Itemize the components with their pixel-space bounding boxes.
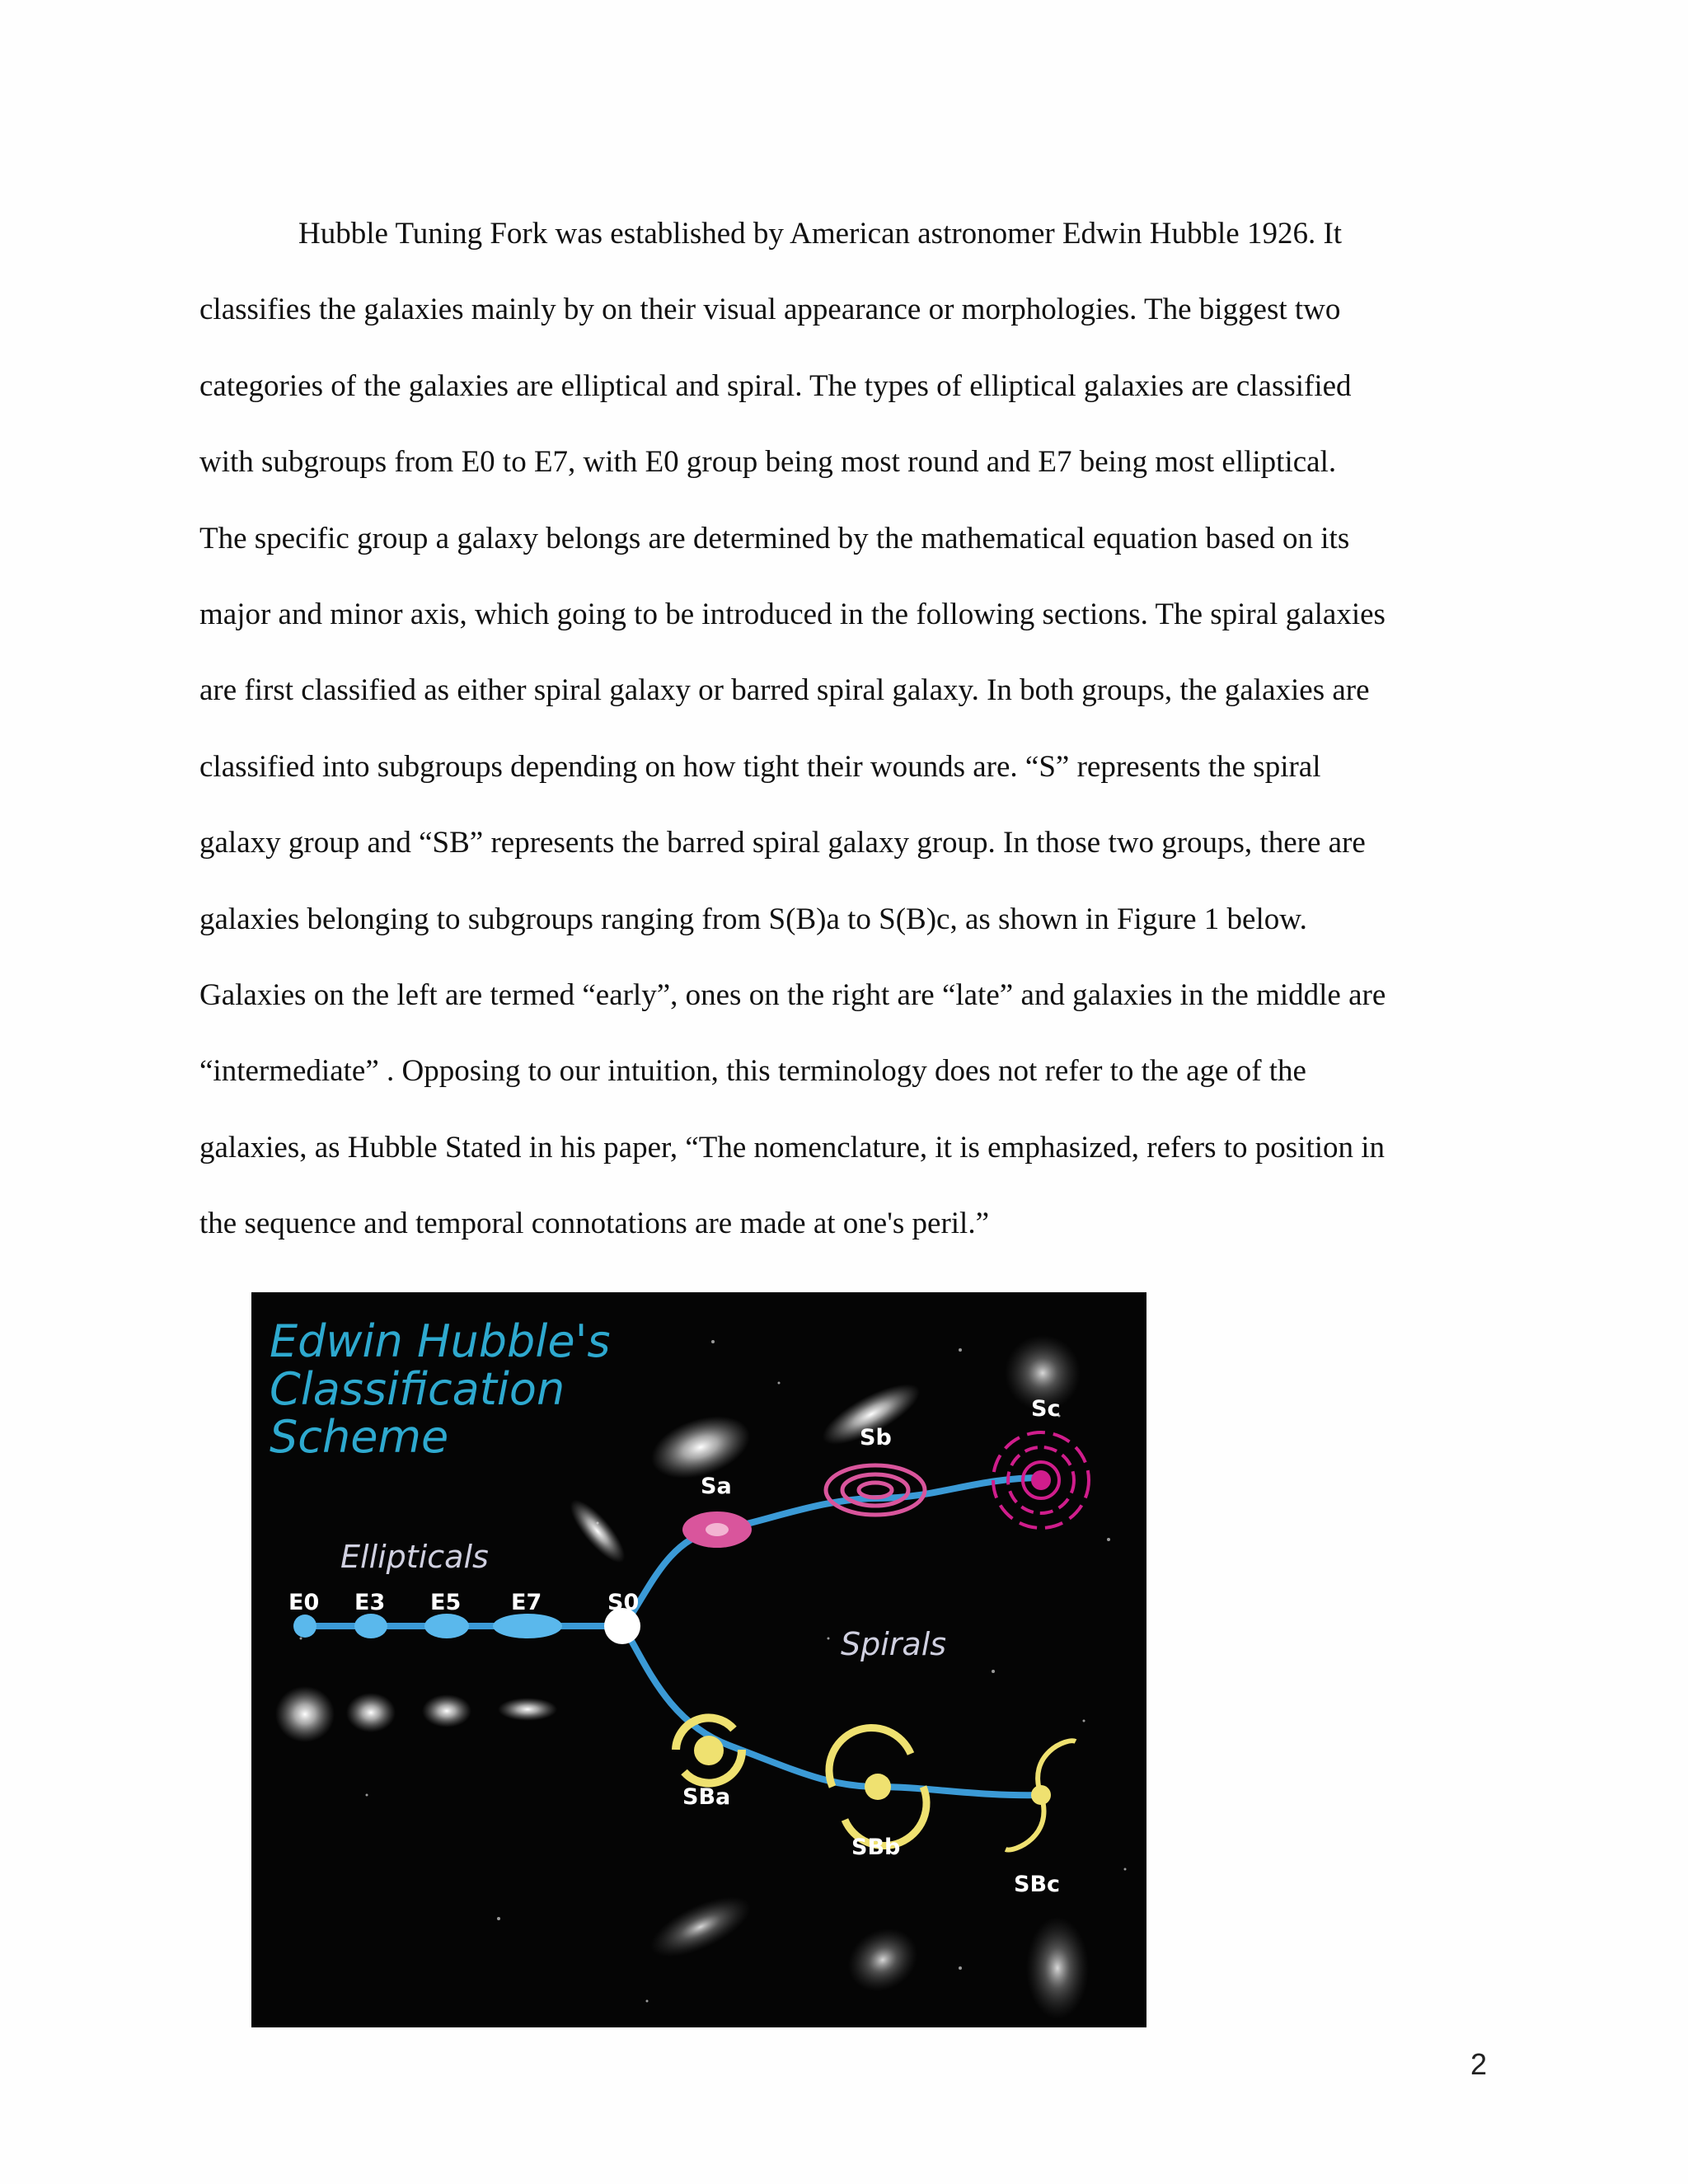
paragraph-line: Hubble Tuning Fork was established by American astronomer Edwin Hubble 1926. It bbox=[298, 217, 1343, 251]
hubble-classification-figure bbox=[251, 1292, 1146, 2027]
galaxy-image-sbb bbox=[837, 1916, 929, 2004]
paragraph-line: classified into subgroups depending on how tight their wounds are. “S” represents the spiral bbox=[199, 749, 1321, 784]
paragraph-line: “intermediate” . Opposing to our intuition, this terminology does not refer to the age of the bbox=[199, 1054, 1306, 1089]
paragraph-line: galaxy group and “SB” represents the barred spiral galaxy group. In those two groups, there are bbox=[199, 826, 1366, 860]
class-label-e0: E0 bbox=[288, 1590, 320, 1615]
marker-sb bbox=[826, 1465, 925, 1515]
class-label-s0: S0 bbox=[607, 1590, 640, 1615]
galaxy-image-e0 bbox=[275, 1686, 335, 1742]
barred-spiral-markers bbox=[676, 1718, 1076, 1849]
paragraph-line: are first classified as either spiral galaxy or barred spiral galaxy. In both groups, the galaxies are bbox=[199, 673, 1370, 708]
class-label-sbb: SBb bbox=[851, 1835, 901, 1860]
marker-e3 bbox=[354, 1614, 387, 1638]
class-label-sba: SBa bbox=[682, 1784, 731, 1810]
class-label-sa: Sa bbox=[701, 1474, 732, 1499]
class-label-e3: E3 bbox=[354, 1590, 386, 1615]
paragraph-line: The specific group a galaxy belongs are determined by the mathematical equation based on its bbox=[199, 521, 1350, 555]
class-label-sbc: SBc bbox=[1014, 1872, 1061, 1897]
paragraph-line: major and minor axis, which going to be introduced in the following sections. The spiral galaxies bbox=[199, 597, 1386, 631]
galaxy-image-e5 bbox=[422, 1694, 471, 1727]
paragraph-line: with subgroups from E0 to E7, with E0 group being most round and E7 being most elliptical. bbox=[199, 445, 1337, 480]
galaxy-image-s0 bbox=[562, 1493, 633, 1570]
marker-e0 bbox=[293, 1615, 316, 1638]
page-number: 2 bbox=[1470, 2047, 1488, 2081]
class-label-e7: E7 bbox=[511, 1590, 542, 1615]
galaxy-image-e7 bbox=[498, 1698, 557, 1721]
galaxy-image-sba bbox=[642, 1885, 759, 1970]
galaxy-image-sbc bbox=[1026, 1917, 1089, 2019]
class-label-sb: Sb bbox=[860, 1425, 892, 1451]
figure-title-line: Classification bbox=[270, 1363, 565, 1415]
marker-e7 bbox=[493, 1614, 562, 1638]
paragraph-line: galaxies, as Hubble Stated in his paper, “The nomenclature, it is emphasized, refers to position in bbox=[199, 1130, 1386, 1165]
paragraph-line: classifies the galaxies mainly by on their visual appearance or morphologies. The biggest two bbox=[199, 293, 1341, 327]
galaxy-image-e3 bbox=[346, 1693, 396, 1732]
spirals-label: Spirals bbox=[841, 1626, 947, 1662]
paragraph-line: Galaxies on the left are termed “early”, ones on the right are “late” and galaxies in the middle are bbox=[199, 977, 1386, 1012]
paragraph-line: galaxies belonging to subgroups ranging from S(B)a to S(B)c, as shown in Figure 1 below. bbox=[199, 902, 1307, 936]
figure-title-line: Scheme bbox=[270, 1411, 449, 1463]
figure-canvas bbox=[251, 1292, 1146, 2027]
class-label-e5: E5 bbox=[430, 1590, 462, 1615]
marker-e5 bbox=[424, 1614, 469, 1638]
ellipticals-label: Ellipticals bbox=[340, 1539, 489, 1575]
paragraph-line: the sequence and temporal connotations are made at one's peril.” bbox=[199, 1207, 990, 1241]
paragraph-line: categories of the galaxies are elliptical and spiral. The types of elliptical galaxies are classified bbox=[199, 368, 1352, 403]
body-paragraph bbox=[199, 196, 1493, 1262]
class-label-sc: Sc bbox=[1031, 1396, 1061, 1422]
figure-title-line: Edwin Hubble's bbox=[270, 1315, 611, 1367]
